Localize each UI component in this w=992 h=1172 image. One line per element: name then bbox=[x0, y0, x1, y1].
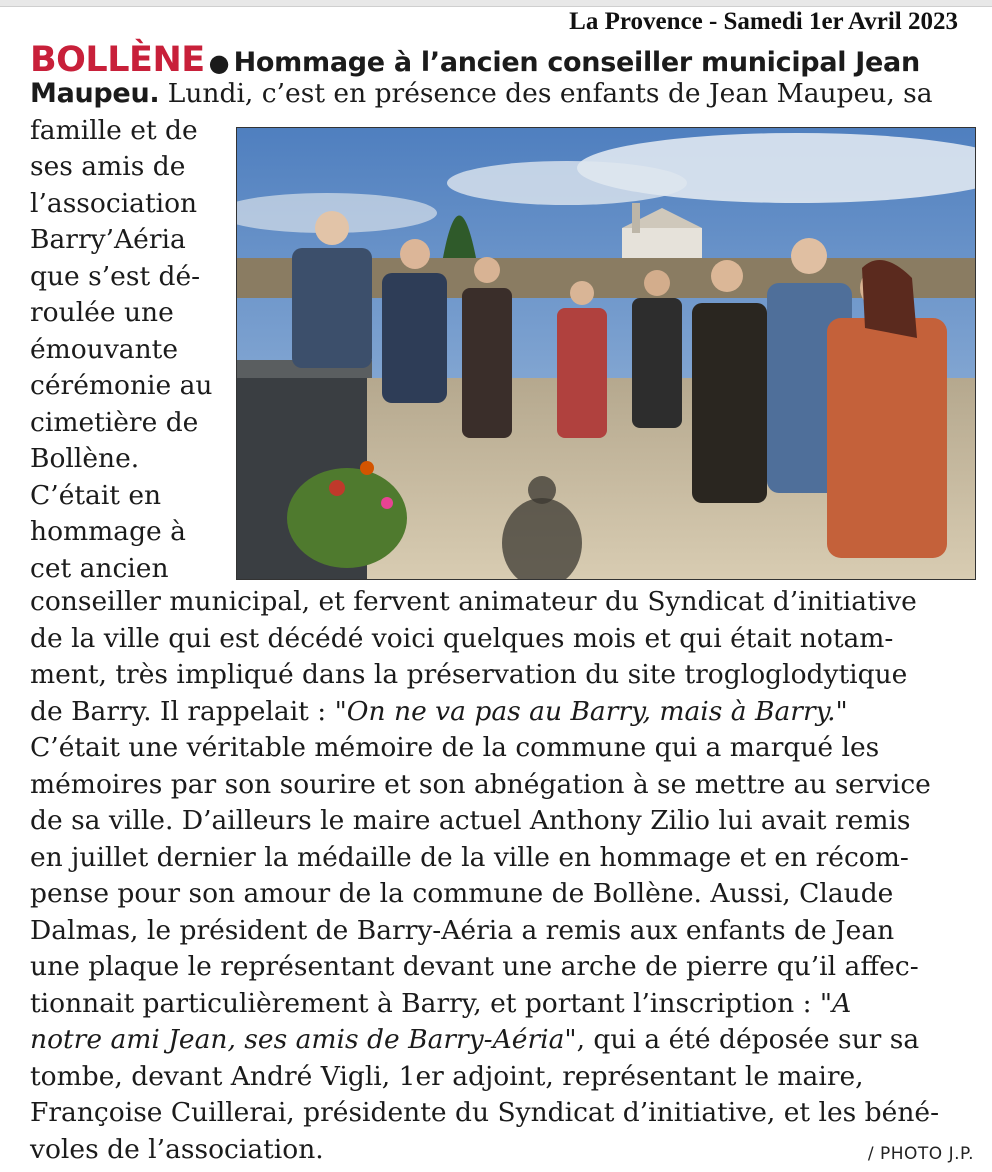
narrow-column bbox=[30, 113, 230, 588]
body-line: pense pour son amour de la commune de Bollène. Aussi, Claude bbox=[30, 878, 894, 909]
headline-kicker: BOLLÈNE bbox=[30, 40, 205, 80]
body-line: que s’est dé- bbox=[30, 260, 201, 292]
body-line: C’était une véritable mémoire de la commune qui a marqué les bbox=[30, 732, 880, 763]
body-line: cet ancien bbox=[30, 552, 169, 584]
body-line: de la ville qui est décédé voici quelques mois et qui était notam- bbox=[30, 622, 894, 654]
cemetery-photo-image bbox=[237, 128, 975, 579]
body-line: tombe, devant André Vigli, 1er adjoint, représentant le maire, bbox=[30, 1060, 864, 1092]
body-line: roulée une bbox=[30, 297, 174, 328]
body-line: Bollène. bbox=[30, 443, 140, 474]
body-line: de sa ville. D’ailleurs le maire actuel Anthony Zilio lui avait remis bbox=[30, 805, 911, 836]
headline bbox=[30, 40, 974, 80]
body-line: émouvante bbox=[30, 333, 179, 365]
article bbox=[30, 40, 974, 1165]
body-line: mémoires par son sourire et son abnégation à se mettre au service bbox=[30, 768, 931, 800]
headline-title-continued: Maupeu. bbox=[30, 78, 160, 109]
photo-credit: / PHOTO J.P. bbox=[867, 1144, 974, 1164]
body-line: conseiller municipal, et fervent animateur du Syndicat d’initiative bbox=[30, 586, 917, 617]
body-line: C’était en bbox=[30, 479, 162, 511]
intro-line bbox=[30, 76, 974, 113]
body-line: hommage à bbox=[30, 516, 186, 547]
body-line: cérémonie au bbox=[30, 370, 213, 401]
quote-line bbox=[30, 694, 974, 731]
quote-suffix: " bbox=[835, 695, 848, 727]
quote-text: On ne va pas au Barry, mais à Barry. bbox=[346, 695, 836, 727]
body-line: ment, très impliqué dans la préservation du site trogloglodytique bbox=[30, 659, 908, 690]
headline-title: Hommage à l’ancien conseiller municipal Jean bbox=[233, 47, 920, 78]
body-line: Dalmas, le président de Barry-Aéria a remis aux enfants de Jean bbox=[30, 914, 895, 946]
body-line: Barry’Aéria bbox=[30, 224, 186, 255]
body-line: une plaque le représentant devant une arche de pierre qu’il affec- bbox=[30, 951, 919, 982]
body-line: cimetière de bbox=[30, 406, 199, 438]
inscription-quote: notre ami Jean, ses amis de Barry-Aéria bbox=[30, 1024, 565, 1055]
body-line: voles de l’association. bbox=[30, 1133, 324, 1165]
inscription-quote-start: A bbox=[832, 987, 852, 1019]
body-line: l’association bbox=[30, 187, 198, 219]
inscription-prefix: tionnait particulièrement à Barry, et portant l’inscription : " bbox=[30, 987, 833, 1019]
body-text bbox=[30, 584, 974, 1168]
body-line: Françoise Cuillerai, présidente du Syndicat d’initiative, et les béné- bbox=[30, 1097, 940, 1128]
page-top-border bbox=[0, 0, 992, 7]
bullet-icon: ● bbox=[208, 49, 230, 77]
body-line: ses amis de bbox=[30, 151, 186, 182]
inscription-line bbox=[30, 986, 974, 1023]
inscription-line bbox=[30, 1022, 974, 1059]
inscription-suffix: ", qui a été déposée sur sa bbox=[564, 1024, 920, 1055]
quote-prefix: de Barry. Il rappelait : " bbox=[30, 695, 347, 727]
body-line: en juillet dernier la médaille de la ville en hommage et en récom- bbox=[30, 841, 909, 873]
intro-text: Lundi, c’est en présence des enfants de Jean Maupeu, sa bbox=[159, 78, 933, 109]
body-line: famille et de bbox=[30, 114, 198, 146]
masthead: La Provence - Samedi 1er Avril 2023 bbox=[569, 8, 958, 35]
ceremony-photo bbox=[236, 127, 976, 580]
